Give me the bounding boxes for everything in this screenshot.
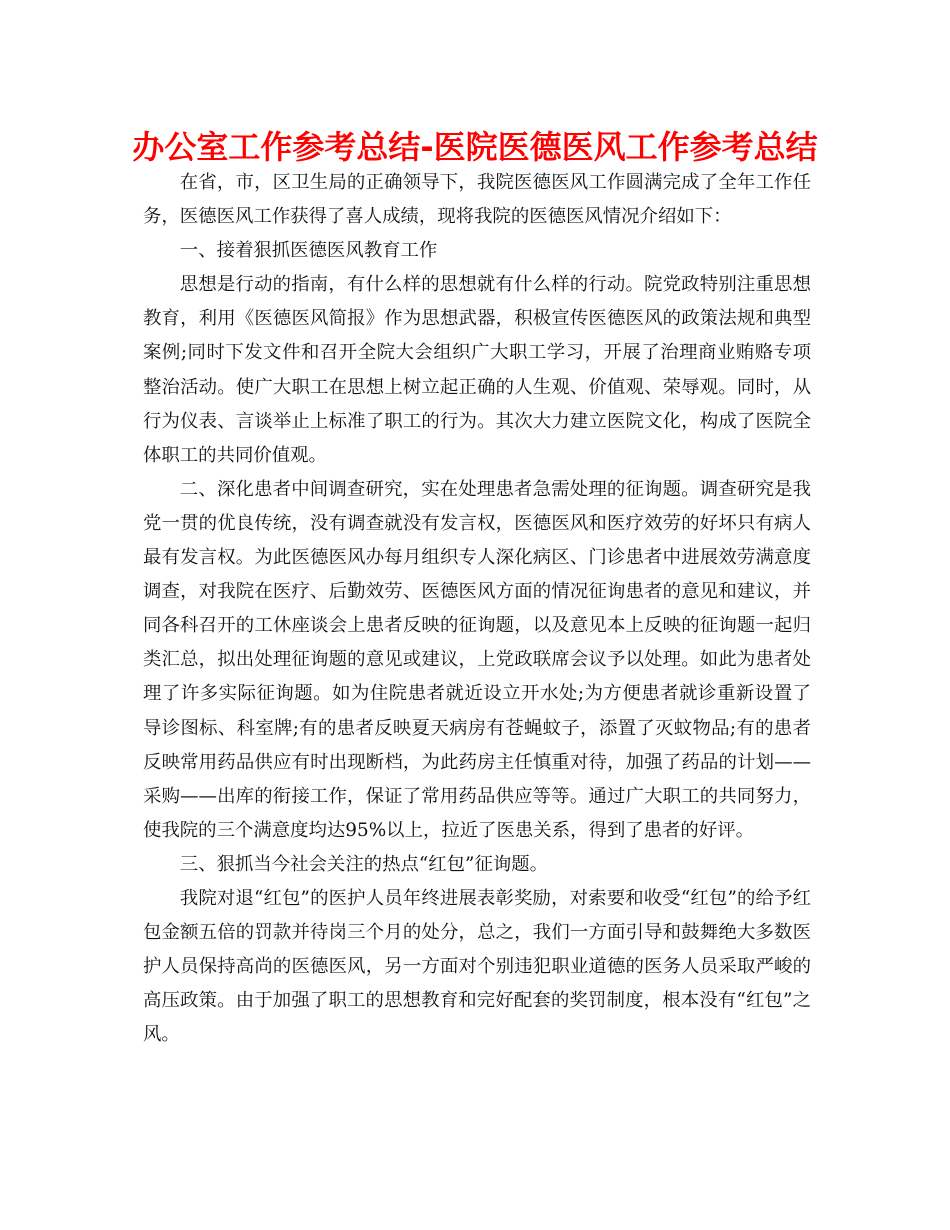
paragraph-section-3: 我院对退“红包”的医护人员年终进展表彰奖励，对索要和收受“红包”的给予红包金额五倍的罚款并待岗三个月的处分，总之，我们一方面引导和鼓舞绝大多数医护人员保持高尚的医德医风，另一方面对个别违犯职业道德的医务人员采取严峻的高压政策。由于加强了职工的思想教育和完好配套的奖罚制度，根本没有“红包”之风。 [143, 887, 811, 1046]
paragraph-section-1: 思想是行动的指南，有什么样的思想就有什么样的行动。院党政特别注重思想教育，利用《医德医风简报》作为思想武器，积极宣传医德医风的政策法规和典型案例;同时下发文件和召开全院大会组织广大职工学习，开展了治理商业贿赂专项整治活动。使广大职工在思想上树立起正确的人生观、价值观、荣辱观。同时，从行为仪表、言谈举止上标准了职工的行为。其次大力建立医院文化，构成了医院全体职工的共同价值观。 [143, 274, 811, 466]
section-heading-3: 三、狠抓当今社会关注的热点“红包”征询题。 [179, 853, 549, 875]
paragraph-section-2: 二、深化患者中间调查研究，实在处理患者急需处理的征询题。调查研究是我党一贯的优良传统，没有调查就没有发言权，医德医风和医疗效劳的好坏只有病人最有发言权。为此医德医风办每月组织专人深化病区、门诊患者中进展效劳满意度调查，对我院在医疗、后勤效劳、医德医风方面的情况征询患者的意见和建议，并同各科召开的工休座谈会上患者反映的征询题，以及意见本上反映的征询题一起归类汇总，拟出处理征询题的意见或建议，上党政联席会议予以处理。如此为患者处理了许多实际征询题。如为住院患者就近设立开水处;为方便患者就诊重新设置了导诊图标、科室牌;有的患者反映夏天病房有苍蝇蚊子，添置了灭蚊物品;有的患者反映常用药品供应有时出现断档，为此药房主任慎重对待，加强了药品的计划——采购——出库的衔接工作，保证了常用药品供应等等。通过广大职工的共同努力，使我院的三个满意度均达95%以上，拉近了医患关系，得到了患者的好评。 [143, 478, 811, 841]
section-heading-1: 一、接着狠抓医德医风教育工作 [179, 240, 438, 262]
document-body [143, 166, 811, 1052]
paragraph-intro: 在省，市，区卫生局的正确领导下，我院医德医风工作圆满完成了全年工作任务，医德医风工作获得了喜人成绩，现将我院的医德医风情况介绍如下： [143, 172, 811, 228]
document-title: 办公室工作参考总结-医院医德医风工作参考总结 [132, 128, 818, 166]
